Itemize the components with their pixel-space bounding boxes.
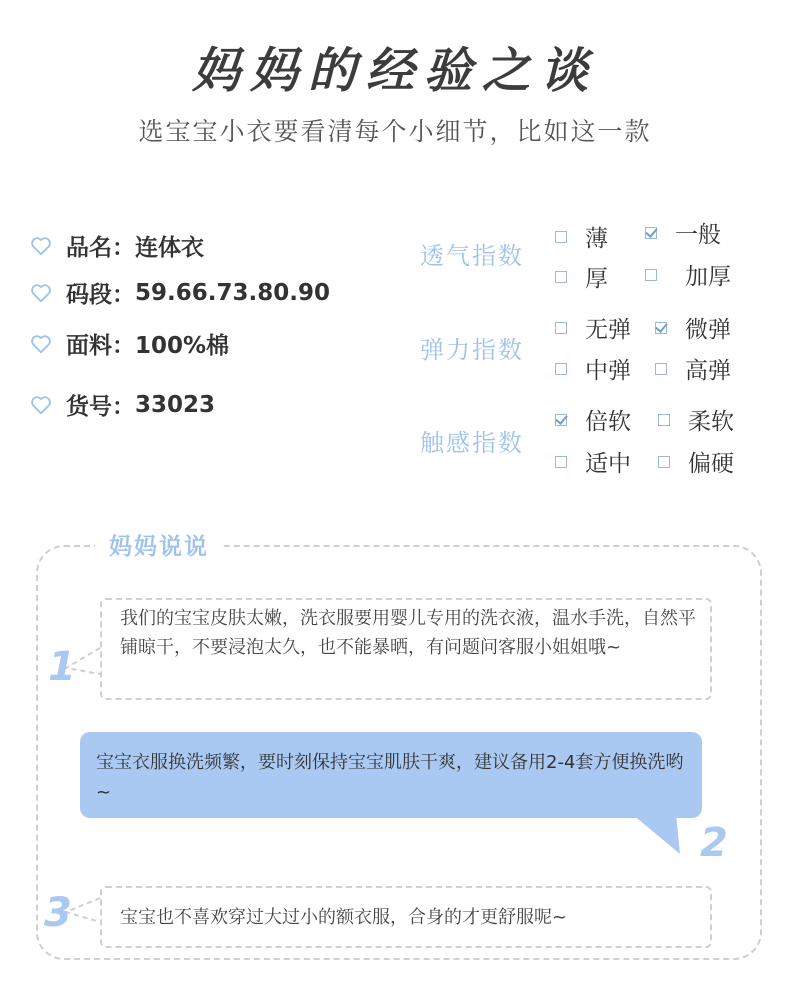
option-label: 高弹 [685, 358, 731, 384]
option-moderate [555, 445, 631, 478]
checkbox-icon [645, 269, 657, 281]
page-title: 妈妈的经验之谈 [191, 43, 598, 99]
breathability-index-label: 透气指数 [420, 242, 524, 270]
checkbox-icon [658, 456, 670, 468]
option-label: 一般 [675, 222, 721, 248]
tips-panel-title: 妈妈说说 [95, 528, 223, 561]
option-no-stretch [555, 311, 631, 344]
speech-tail-2 [628, 814, 688, 858]
heart-icon [30, 235, 52, 257]
touch-index-label: 触感指数 [420, 429, 524, 457]
tip-bubble-3: 宝宝也不喜欢穿过大过小的额衣服，合身的才更舒服呢~ [100, 886, 712, 948]
option-normal [645, 216, 721, 249]
tip-bubble-1: 我们的宝宝皮肤太嫩，洗衣服要用婴儿专用的洗衣液，温水手洗，自然平铺晾干，不要浸泡太久，也不能暴晒，有问题问客服小姐姐哦~ [100, 598, 712, 700]
checked-checkbox-icon [645, 227, 657, 239]
option-slight-stretch [655, 311, 731, 344]
checkbox-icon [555, 271, 567, 283]
option-label: 厚 [585, 266, 608, 292]
option-thin [555, 220, 608, 253]
spec-label: 品名： [66, 235, 135, 261]
option-thick [555, 260, 608, 293]
spec-row-name [30, 229, 204, 262]
heart-icon [30, 333, 52, 355]
option-high-stretch [655, 352, 731, 385]
checkbox-icon [555, 231, 567, 243]
option-label: 适中 [585, 451, 631, 477]
heart-icon [30, 282, 52, 304]
option-extra-soft [555, 403, 631, 436]
checkbox-icon [658, 414, 670, 426]
spec-row-item-number [30, 388, 215, 421]
option-label: 微弹 [685, 317, 731, 343]
tip-number-1: 1 [48, 644, 76, 690]
tip-number-3: 3 [44, 890, 72, 936]
elasticity-index-label: 弹力指数 [420, 336, 524, 364]
spec-value: 33023 [135, 391, 216, 418]
option-label: 无弹 [585, 317, 631, 343]
option-label: 柔软 [688, 409, 734, 435]
checkbox-icon [655, 363, 667, 375]
checkbox-icon [555, 322, 567, 334]
checked-checkbox-icon [655, 322, 667, 334]
spec-label: 码段： [66, 282, 135, 308]
option-label: 偏硬 [688, 451, 734, 477]
page-subtitle: 选宝宝小衣要看清每个小细节，比如这一款 [138, 117, 652, 146]
checked-checkbox-icon [555, 414, 567, 426]
heart-icon [30, 394, 52, 416]
spec-value: 100%棉 [135, 333, 230, 359]
tip-number-2: 2 [700, 820, 728, 866]
spec-label: 面料： [66, 333, 135, 359]
option-soft [658, 403, 734, 436]
tip-bubble-2: 宝宝衣服换洗频繁，要时刻保持宝宝肌肤干爽，建议备用2-4套方便换洗哟~ [80, 732, 702, 818]
option-label: 倍软 [585, 409, 631, 435]
spec-row-fabric [30, 327, 229, 360]
option-medium-stretch [555, 352, 631, 385]
option-stiff [658, 445, 734, 478]
option-label: 薄 [585, 226, 608, 252]
spec-label: 货号： [66, 394, 135, 420]
option-extra-thick [645, 258, 731, 291]
spec-value: 59.66.73.80.90 [135, 279, 330, 306]
checkbox-icon [555, 456, 567, 468]
option-label: 加厚 [685, 264, 731, 290]
checkbox-icon [555, 363, 567, 375]
option-label: 中弹 [585, 358, 631, 384]
spec-row-size [30, 276, 330, 309]
spec-value: 连体衣 [135, 235, 204, 261]
